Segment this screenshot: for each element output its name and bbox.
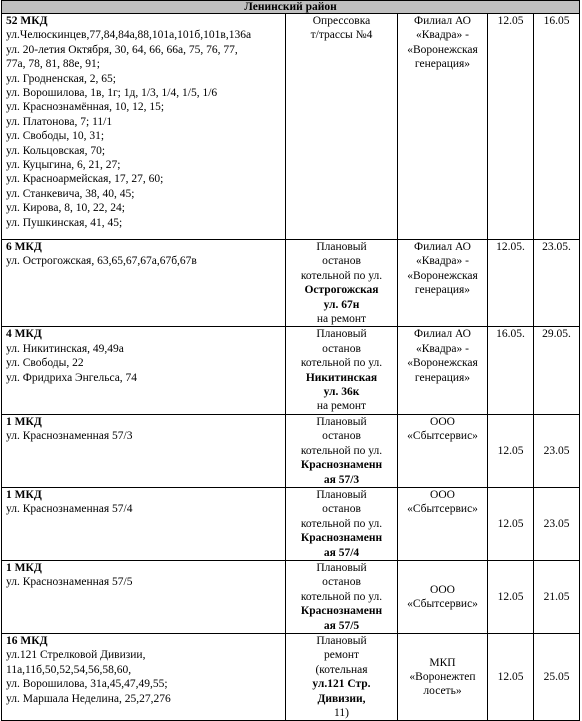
address-line: ул. Маршала Неделина, 25,27,276 — [6, 692, 171, 705]
work-location: ая 57/5 — [323, 619, 360, 632]
start-date: 12.05. — [488, 240, 534, 327]
organization-name: лосеть» — [423, 685, 462, 698]
address-line: ул. Краснознаменная 57/5 — [6, 576, 133, 589]
work-text: Плановый — [316, 415, 367, 428]
start-date: 12.05 — [488, 14, 534, 240]
work-location: ул. 36к — [323, 386, 360, 399]
organization-name: генерация» — [414, 371, 471, 384]
organization-cell — [398, 560, 488, 633]
address-line: ул. Ворошилова, 31а,45,47,49,55; — [6, 678, 168, 691]
work-cell — [286, 633, 398, 720]
address-line: ул. Краснознаменная 57/4 — [6, 503, 133, 516]
address-line: ул. 20-летия Октября, 30, 64, 66, 66а, 75, 76, 77, — [6, 43, 238, 56]
organization-name: ООО — [430, 488, 455, 501]
work-location: ая 57/3 — [323, 473, 360, 486]
table-row — [2, 327, 580, 414]
work-location: Краснознаменн — [300, 605, 383, 618]
table-row — [2, 487, 580, 560]
organization-name: «Воронежтеп — [409, 670, 476, 683]
work-text: останов — [322, 342, 361, 355]
work-cell — [286, 240, 398, 327]
table-row — [2, 560, 580, 633]
address-line: ул. Краснознамённая, 10, 12, 15; — [6, 101, 165, 114]
work-cell — [286, 414, 398, 487]
end-date: 21.05 — [534, 560, 580, 633]
address-line: ул. Краснознаменная 57/3 — [6, 430, 133, 443]
building-count: 1 МКД — [6, 415, 42, 428]
organization-name: МКП — [429, 656, 456, 669]
organization-name: ООО — [430, 415, 455, 428]
work-location: ая 57/4 — [323, 546, 360, 559]
table-row — [2, 633, 580, 720]
work-text: котельной по ул. — [300, 517, 383, 530]
building-count: 52 МКД — [6, 15, 48, 27]
table-row — [2, 14, 580, 240]
organization-cell — [398, 414, 488, 487]
work-cell — [286, 487, 398, 560]
address-line: ул. Красноармейская, 17, 27, 60; — [6, 173, 164, 186]
organization-name: «Квадра» - — [416, 342, 469, 355]
table-row — [2, 414, 580, 487]
work-text: котельной по ул. — [300, 590, 383, 603]
organization-name: Филиал АО — [414, 241, 471, 253]
work-text: на ремонт — [316, 400, 367, 413]
work-text: 11) — [334, 707, 349, 719]
organization-cell — [398, 14, 488, 240]
work-text: котельной по ул. — [300, 444, 383, 457]
organization-name: «Сбытсервис» — [407, 430, 478, 443]
organization-name: «Воронежская — [407, 43, 478, 56]
address-line: ул. Свободы, 10, 31; — [6, 130, 105, 143]
work-location: Острогожская — [304, 284, 379, 297]
address-line: ул. Кирова, 8, 10, 22, 24; — [6, 202, 125, 215]
start-date: 12.05 — [488, 633, 534, 720]
work-location: Краснознаменн — [300, 459, 383, 472]
address-line: ул.121 Стрелковой Дивизии, — [6, 649, 146, 662]
work-text: т/трассы №4 — [310, 29, 373, 42]
work-location: Никитинская — [305, 371, 378, 384]
start-date: 12.05 — [488, 487, 534, 560]
organization-name: Филиал АО — [414, 15, 471, 27]
address-line: ул. Фридриха Энгельса, 74 — [6, 371, 138, 384]
work-cell — [286, 560, 398, 633]
work-text: Плановый — [316, 241, 367, 253]
building-count: 1 МКД — [6, 488, 42, 501]
building-count: 1 МКД — [6, 561, 42, 574]
work-text: останов — [322, 255, 361, 268]
end-date: 16.05 — [534, 14, 580, 240]
end-date: 23.05 — [534, 414, 580, 487]
work-location: Дивизии, — [317, 692, 366, 705]
outage-table — [1, 0, 580, 721]
address-cell — [2, 560, 286, 633]
address-line: ул. Свободы, 22 — [6, 357, 84, 370]
work-cell — [286, 14, 398, 240]
work-location: ул. 67н — [323, 298, 360, 311]
address-line: 77а, 78, 81, 88е, 91; — [6, 58, 100, 71]
work-text: останов — [322, 503, 361, 516]
building-count: 6 МКД — [6, 241, 42, 253]
organization-name: генерация» — [414, 284, 471, 297]
address-cell — [2, 327, 286, 414]
building-count: 4 МКД — [6, 328, 42, 341]
organization-name: «Сбытсервис» — [407, 597, 478, 610]
district-title: Ленинский район — [2, 1, 580, 14]
district-header-row — [2, 1, 580, 14]
work-text: Опрессовка — [312, 15, 371, 27]
address-line: ул. Пушкинская, 41, 45; — [6, 216, 123, 229]
organization-cell — [398, 240, 488, 327]
work-location: ул.121 Стр. — [312, 678, 371, 691]
address-cell — [2, 240, 286, 327]
address-line: ул. Куцыгина, 6, 21, 27; — [6, 159, 121, 172]
organization-cell — [398, 633, 488, 720]
organization-name: «Сбытсервис» — [407, 503, 478, 516]
organization-name: ООО — [430, 583, 455, 596]
work-text: ремонт — [323, 649, 360, 662]
organization-name: Филиал АО — [414, 328, 471, 341]
end-date: 25.05 — [534, 633, 580, 720]
organization-name: «Квадра» - — [416, 29, 469, 42]
address-line: ул. Гродненская, 2, 65; — [6, 72, 116, 85]
address-line: ул. Никитинская, 49,49а — [6, 342, 124, 355]
address-cell — [2, 14, 286, 240]
address-cell — [2, 414, 286, 487]
organization-name: «Воронежская — [407, 357, 478, 370]
work-cell — [286, 327, 398, 414]
address-line: ул. Станкевича, 38, 40, 45; — [6, 187, 135, 200]
work-text: (котельная — [315, 663, 368, 676]
work-text: Плановый — [316, 561, 367, 574]
start-date: 16.05. — [488, 327, 534, 414]
end-date: 23.05 — [534, 487, 580, 560]
work-text: на ремонт — [316, 313, 367, 326]
address-cell — [2, 633, 286, 720]
address-line: ул. Кольцовская, 70; — [6, 144, 106, 157]
building-count: 16 МКД — [6, 634, 48, 647]
organization-name: «Воронежская — [407, 269, 478, 282]
organization-name: генерация» — [414, 58, 471, 71]
address-line: ул.Челюскинцев,77,84,84а,88,101а,101б,101в,136а — [6, 29, 252, 42]
address-line: 11а,11б,50,52,54,56,58,60, — [6, 663, 132, 676]
organization-name: «Квадра» - — [416, 255, 469, 268]
table-row — [2, 240, 580, 327]
work-text: Плановый — [316, 488, 367, 501]
start-date: 12.05 — [488, 560, 534, 633]
address-cell — [2, 487, 286, 560]
address-line: ул. Ворошилова, 1в, 1г; 1д, 1/3, 1/4, 1/5, 1/6 — [6, 87, 218, 100]
work-text: останов — [322, 430, 361, 443]
work-location: Краснознаменн — [300, 532, 383, 545]
organization-cell — [398, 487, 488, 560]
address-line: ул. Платонова, 7; 11/1 — [6, 115, 113, 128]
work-text: котельной по ул. — [300, 269, 383, 282]
start-date: 12.05 — [488, 414, 534, 487]
address-line: ул. Острогожская, 63,65,67,67а,67б,67в — [6, 255, 197, 268]
organization-cell — [398, 327, 488, 414]
work-text: котельной по ул. — [300, 357, 383, 370]
work-text: Плановый — [316, 328, 367, 341]
end-date: 29.05. — [534, 327, 580, 414]
end-date: 23.05. — [534, 240, 580, 327]
work-text: останов — [322, 576, 361, 589]
work-text: Плановый — [316, 634, 367, 647]
